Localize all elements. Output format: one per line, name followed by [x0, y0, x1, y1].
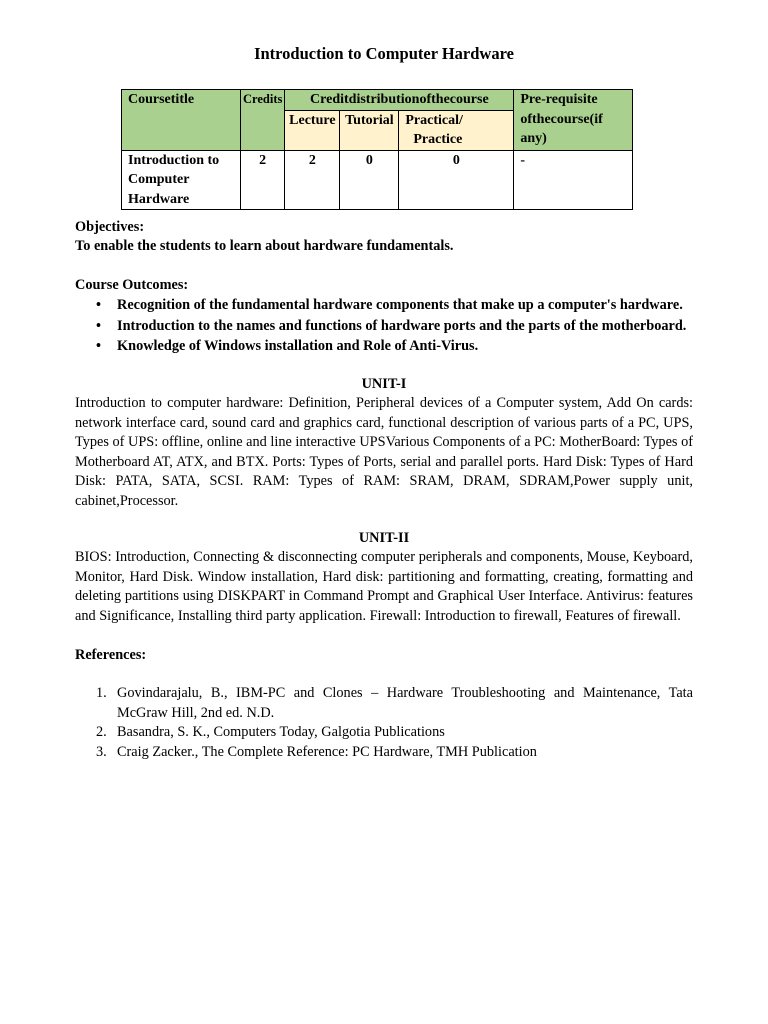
header-credit-distribution: Creditdistributionofthecourse [285, 90, 514, 111]
outcomes-heading: Course Outcomes: [75, 277, 189, 293]
list-item [75, 317, 693, 338]
outcome-text: Knowledge of Windows installation and Role of Anti-Virus. [117, 338, 479, 355]
prereq-line-3: any) [520, 131, 547, 146]
header-lecture: Lecture [285, 110, 340, 150]
reference-number: 2. [96, 724, 107, 741]
outcomes-list [75, 296, 693, 358]
cell-credits: 2 [241, 150, 285, 210]
cell-practical: 0 [399, 150, 514, 210]
header-prerequisite [514, 90, 633, 151]
unit-1-heading: UNIT-I [361, 376, 407, 392]
unit-1-text: Introduction to computer hardware: Definition, Peripheral devices of a Computer system, Add On cards: network interface card, sound card and graphics card, functional description of various parts of a PC, UPS, Types of UPS: offline, online and line interactive UPSVarious Components of a PC: MotherBoard: Types of Motherboard AT, ATX, and BTX. Ports: Types of Ports, serial and parallel ports. Hard Disk: Types of Hard Disk: PATA, SATA, SCSI. RAM: Types of RAM: SRAM, DRAM, SDRAM,Power supply unit, cabinet,Processor. [75, 395, 693, 509]
list-item [75, 723, 693, 743]
reference-text: Basandra, S. K., Computers Today, Galgotia Publications [117, 724, 445, 741]
objectives-heading: Objectives: [75, 219, 145, 235]
cell-tutorial: 0 [340, 150, 399, 210]
practical-line-2: Practice [413, 132, 463, 147]
header-tutorial: Tutorial [340, 110, 399, 150]
reference-number: 1. [96, 685, 107, 701]
document-title: Introduction to Computer Hardware [254, 44, 514, 63]
objectives-text: To enable the students to learn about hardware fundamentals. [75, 238, 454, 254]
course-title-line-1: Introduction to [128, 152, 220, 168]
table-row [122, 150, 633, 210]
header-course-title: Coursetitle [122, 90, 241, 151]
prereq-line-2: ofthecourse(if [520, 111, 603, 127]
prereq-line-1: Pre-requisite [520, 92, 598, 107]
reference-text: Craig Zacker., The Complete Reference: PC Hardware, TMH Publication [117, 743, 537, 760]
practical-line-1: Practical/ [405, 112, 463, 128]
cell-course-title [122, 150, 241, 210]
unit-2-heading: UNIT-II [358, 530, 410, 546]
list-item [75, 743, 693, 763]
outcome-text: Recognition of the fundamental hardware components that make up a computer's hardware. [117, 297, 683, 313]
unit-2-text: BIOS: Introduction, Connecting & disconnecting computer peripherals and components, Mouse, Keyboard, Monitor, Hard Disk. Window installation, Hard disk: partitioning and formatting, creating, formatting and deleting partitions using DISKPART in Command Prompt and Graphical User Interface. Antivirus: features and Significance, Installing third party application. Firewall: Introduction to firewall, Features of firewall. [75, 549, 693, 624]
course-title-line-2: Computer [128, 172, 190, 187]
list-item [75, 296, 693, 317]
reference-number: 3. [96, 743, 107, 760]
course-title-line-3: Hardware [128, 191, 190, 207]
cell-lecture: 2 [285, 150, 340, 210]
bullet-icon: • [96, 297, 102, 313]
course-table [121, 89, 633, 210]
list-item [75, 337, 693, 358]
header-practical [399, 110, 514, 150]
bullet-icon: • [96, 317, 102, 334]
cell-prerequisite: - [514, 150, 633, 210]
references-list [75, 684, 693, 762]
header-credits: Credits [241, 90, 285, 151]
outcome-text: Introduction to the names and functions of hardware ports and the parts of the motherboard. [117, 317, 687, 334]
reference-text: Govindarajalu, B., IBM-PC and Clones – Hardware Troubleshooting and Maintenance, Tata McGraw Hill, 2nd ed. N.D. [117, 685, 693, 721]
bullet-icon: • [96, 338, 102, 355]
references-heading: References: [75, 647, 147, 663]
list-item [75, 684, 693, 723]
